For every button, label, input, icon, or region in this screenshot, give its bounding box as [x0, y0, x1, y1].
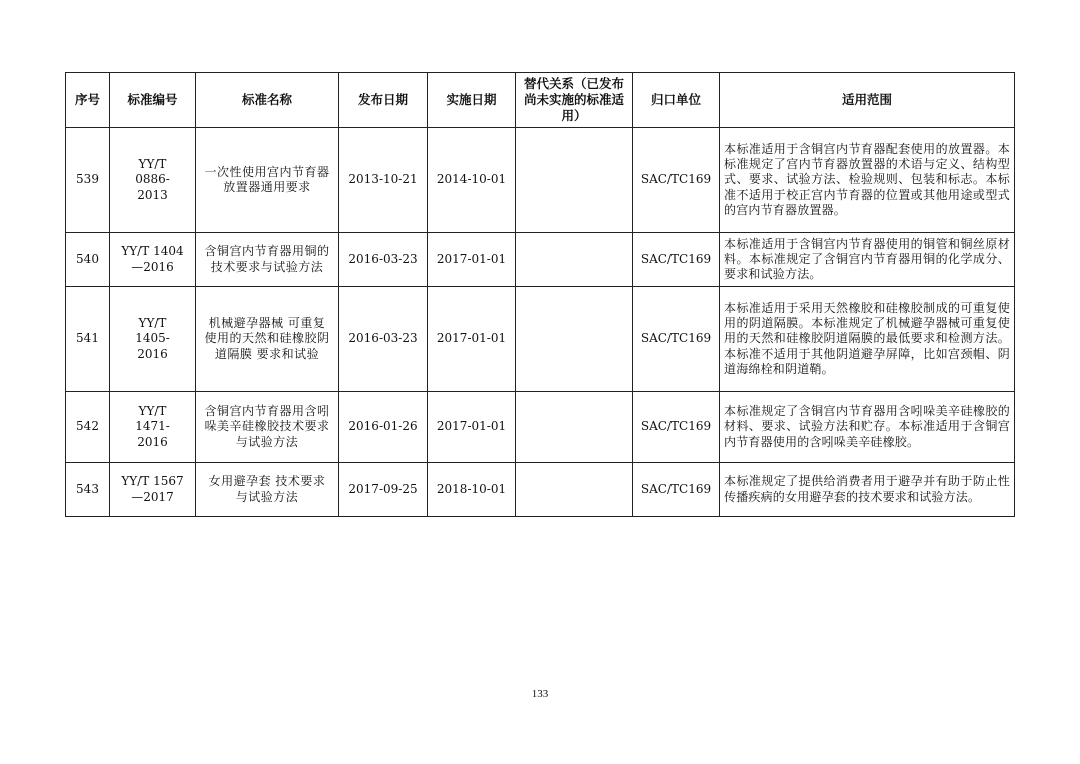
row-publish-date: 2016-03-23	[339, 287, 428, 392]
header-authority: 归口单位	[633, 73, 720, 128]
row-serial-number: 542	[66, 392, 110, 463]
table-row	[66, 287, 1015, 392]
row-standard-name: 含铜宫内节育器用含吲哚美辛硅橡胶技术要求与试验方法	[196, 392, 339, 463]
table-row	[66, 392, 1015, 463]
row-standard-code: YY/T 0886-2013	[110, 128, 196, 233]
row-scope: 本标准适用于含铜宫内节育器配套使用的放置器。本标准规定了宫内节育器放置器的术语与定义、结构型式、要求、试验方法、检验规则、包装和标志。本标准不适用于校正宫内节育器的位置或其他用途或型式的宫内节育器放置器。	[720, 128, 1015, 233]
row-effective-date: 2017-01-01	[428, 287, 516, 392]
row-standard-code: YY/T 1567—2017	[110, 463, 196, 517]
header-scope: 适用范围	[720, 73, 1015, 128]
row-replacement	[516, 463, 633, 517]
header-serial-number: 序号	[66, 73, 110, 128]
row-scope: 本标准适用于含铜宫内节育器使用的铜管和铜丝原材料。本标准规定了含铜宫内节育器用铜的化学成分、要求和试验方法。	[720, 233, 1015, 287]
row-effective-date: 2017-01-01	[428, 392, 516, 463]
row-effective-date: 2018-10-01	[428, 463, 516, 517]
row-authority: SAC/TC169	[633, 233, 720, 287]
row-serial-number: 540	[66, 233, 110, 287]
row-publish-date: 2017-09-25	[339, 463, 428, 517]
row-publish-date: 2013-10-21	[339, 128, 428, 233]
row-scope: 本标准适用于采用天然橡胶和硅橡胶制成的可重复使用的阴道隔膜。本标准规定了机械避孕器械可重复使用的天然和硅橡胶阴道隔膜的最低要求和检测方法。本标准不适用于其他阴道避孕屏障，比如宫颈帽、阴道海绵栓和阴道鞘。	[720, 287, 1015, 392]
row-standard-code: YY/T 1405-2016	[110, 287, 196, 392]
row-standard-code: YY/T 1404—2016	[110, 233, 196, 287]
header-standard-code: 标准编号	[110, 73, 196, 128]
row-serial-number: 543	[66, 463, 110, 517]
row-serial-number: 539	[66, 128, 110, 233]
row-effective-date: 2014-10-01	[428, 128, 516, 233]
header-effective-date: 实施日期	[428, 73, 516, 128]
row-standard-name: 女用避孕套 技术要求与试验方法	[196, 463, 339, 517]
row-authority: SAC/TC169	[633, 463, 720, 517]
header-publish-date: 发布日期	[339, 73, 428, 128]
row-replacement	[516, 233, 633, 287]
page-number: 133	[531, 688, 549, 700]
header-standard-name: 标准名称	[196, 73, 339, 128]
row-standard-name: 机械避孕器械 可重复使用的天然和硅橡胶阴道隔膜 要求和试验	[196, 287, 339, 392]
row-replacement	[516, 128, 633, 233]
row-publish-date: 2016-03-23	[339, 233, 428, 287]
row-standard-name: 含铜宫内节育器用铜的技术要求与试验方法	[196, 233, 339, 287]
row-scope: 本标准规定了含铜宫内节育器用含吲哚美辛硅橡胶的材料、要求、试验方法和贮存。本标准适用于含铜宫内节育器使用的含吲哚美辛硅橡胶。	[720, 392, 1015, 463]
row-replacement	[516, 392, 633, 463]
table-row	[66, 233, 1015, 287]
row-authority: SAC/TC169	[633, 128, 720, 233]
standards-table	[65, 72, 1015, 517]
row-authority: SAC/TC169	[633, 287, 720, 392]
header-replacement: 替代关系（已发布尚未实施的标准适用）	[516, 73, 633, 128]
table-row	[66, 128, 1015, 233]
row-standard-name: 一次性使用宫内节育器放置器通用要求	[196, 128, 339, 233]
row-replacement	[516, 287, 633, 392]
row-standard-code: YY/T 1471-2016	[110, 392, 196, 463]
header-row	[66, 73, 1015, 128]
row-publish-date: 2016-01-26	[339, 392, 428, 463]
table-row	[66, 463, 1015, 517]
row-authority: SAC/TC169	[633, 392, 720, 463]
row-serial-number: 541	[66, 287, 110, 392]
row-scope: 本标准规定了提供给消费者用于避孕并有助于防止性传播疾病的女用避孕套的技术要求和试验方法。	[720, 463, 1015, 517]
row-effective-date: 2017-01-01	[428, 233, 516, 287]
